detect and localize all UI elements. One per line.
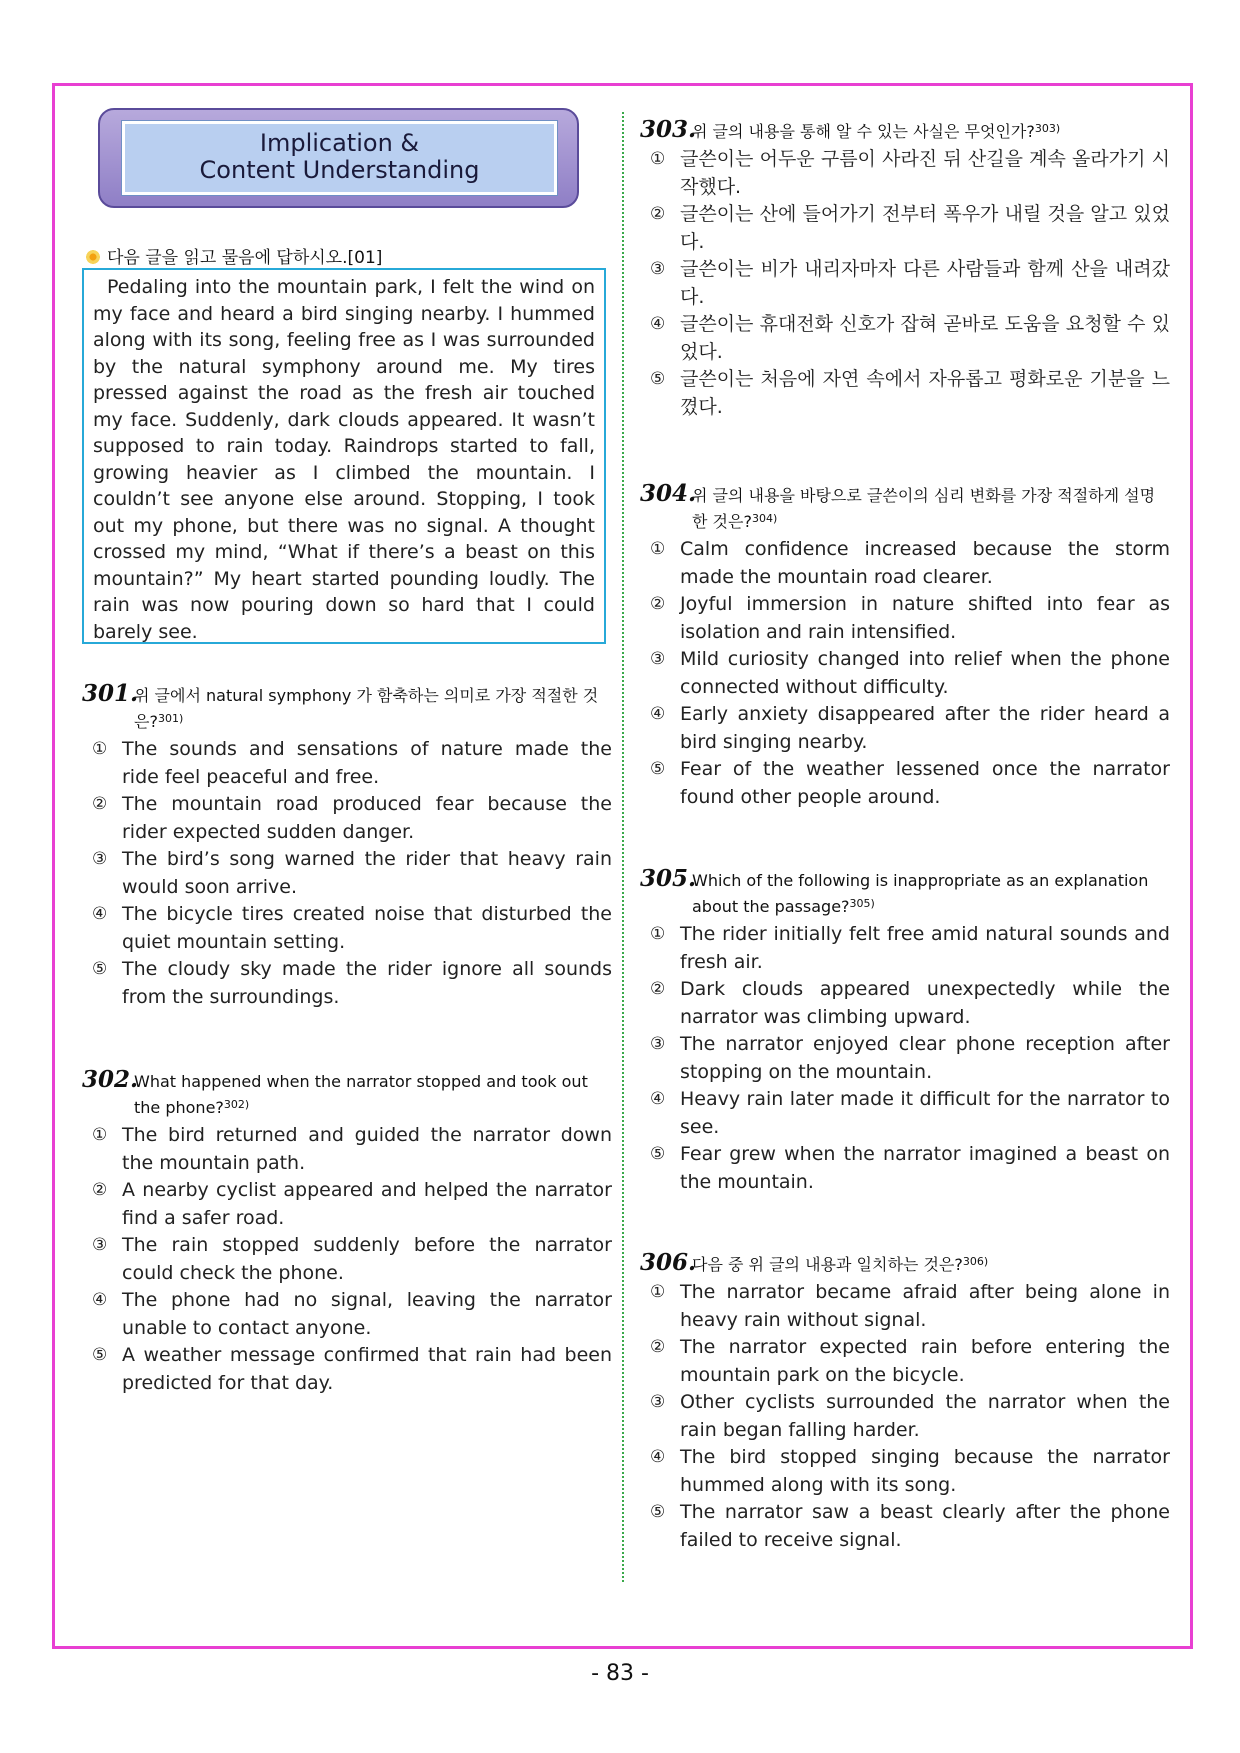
option-2[interactable] xyxy=(640,591,1170,646)
option-text: Heavy rain later made it difficult for the narrator to see. xyxy=(680,1088,1170,1138)
option-text: Fear of the weather lessened once the narrator found other people around. xyxy=(680,758,1170,808)
option-5[interactable] xyxy=(640,366,1170,421)
question-header xyxy=(640,117,1170,143)
option-2[interactable] xyxy=(640,201,1170,256)
option-text: A nearby cyclist appeared and helped the narrator find a safer road. xyxy=(122,1179,612,1229)
reading-passage: Pedaling into the mountain park, I felt the wind on my face and heard a bird singing nearby. I hummed along with its song, feeling free as I was surrounded by the natural symphony around me. My tires pressed against the road as the fresh air touched my face. Suddenly, dark clouds appeared. It wasn’t supposed to rain today. Raindrops started to fall, growing heavier as I climbed the mountain. I couldn’t see anyone else around. Stopping, I took out my phone, but there was no signal. A thought crossed my mind, “What if there’s a beast on this mountain?” My heart started pounding loudly. The rain was now pouring down so hard that I could barely see. xyxy=(82,268,606,644)
option-1[interactable] xyxy=(640,146,1170,201)
option-marker: ③ xyxy=(650,1034,666,1054)
option-marker: ① xyxy=(650,1282,666,1302)
option-text: The narrator enjoyed clear phone reception after stopping on the mountain. xyxy=(680,1033,1170,1083)
option-5[interactable] xyxy=(640,1499,1170,1554)
option-marker: ① xyxy=(92,739,108,759)
question-header xyxy=(640,1250,1170,1276)
option-4[interactable] xyxy=(82,1287,612,1342)
option-text: The narrator became afraid after being alone in heavy rain without signal. xyxy=(680,1281,1170,1331)
option-text: Calm confidence increased because the storm made the mountain road clearer. xyxy=(680,538,1170,588)
option-5[interactable] xyxy=(640,756,1170,811)
option-text: The rider initially felt free amid natural sounds and fresh air. xyxy=(680,923,1170,973)
option-text: The cloudy sky made the rider ignore all sounds from the surroundings. xyxy=(122,958,612,1008)
option-5[interactable] xyxy=(82,1342,612,1397)
question-ref: 304) xyxy=(751,512,778,525)
section-title-line2: Content Understanding xyxy=(199,156,480,184)
option-text: 글쓴이는 처음에 자연 속에서 자유롭고 평화로운 기분을 느꼈다. xyxy=(680,368,1170,418)
option-text: Joyful immersion in nature shifted into fear as isolation and rain intensified. xyxy=(680,593,1170,643)
question-306 xyxy=(640,1250,1170,1554)
option-2[interactable] xyxy=(82,791,612,846)
option-2[interactable] xyxy=(640,976,1170,1031)
option-3[interactable] xyxy=(82,1232,612,1287)
option-marker: ③ xyxy=(650,259,666,279)
question-303 xyxy=(640,117,1170,421)
option-marker: ② xyxy=(650,1337,666,1357)
option-marker: ② xyxy=(650,594,666,614)
option-4[interactable] xyxy=(640,311,1170,366)
option-text: 글쓴이는 휴대전화 신호가 잡혀 곧바로 도움을 요청할 수 있었다. xyxy=(680,313,1170,363)
option-text: The narrator saw a beast clearly after the phone failed to receive signal. xyxy=(680,1501,1170,1551)
option-text: The bird stopped singing because the narrator hummed along with its song. xyxy=(680,1446,1170,1496)
option-marker: ② xyxy=(650,979,666,999)
option-marker: ② xyxy=(92,794,108,814)
question-ref: 305) xyxy=(849,897,875,910)
option-4[interactable] xyxy=(640,1444,1170,1499)
section-title-box xyxy=(122,121,557,195)
flower-icon xyxy=(85,249,101,265)
section-title-line1: Implication & xyxy=(259,129,420,157)
question-prompt: Which of the following is inappropriate as an explanation about the passage? xyxy=(692,871,1149,916)
option-5[interactable] xyxy=(82,956,612,1011)
section-title xyxy=(125,130,554,184)
option-1[interactable] xyxy=(640,1279,1170,1334)
question-prompt: 위 글의 내용을 통해 알 수 있는 사실은 무엇인가? xyxy=(692,122,1035,141)
option-marker: ④ xyxy=(650,314,666,334)
option-marker: ② xyxy=(92,1180,108,1200)
question-number: 305. xyxy=(640,865,697,892)
option-marker: ④ xyxy=(650,1089,666,1109)
option-1[interactable] xyxy=(640,921,1170,976)
instruction xyxy=(85,243,382,268)
option-text: The bird returned and guided the narrator down the mountain path. xyxy=(122,1124,612,1174)
option-text: Early anxiety disappeared after the rider heard a bird singing nearby. xyxy=(680,703,1170,753)
option-text: The bicycle tires created noise that disturbed the quiet mountain setting. xyxy=(122,903,612,953)
question-number: 302. xyxy=(82,1066,139,1093)
option-3[interactable] xyxy=(82,846,612,901)
option-text: Fear grew when the narrator imagined a beast on the mountain. xyxy=(680,1143,1170,1193)
option-list xyxy=(82,736,612,1011)
option-marker: ④ xyxy=(650,704,666,724)
option-text: A weather message confirmed that rain had been predicted for that day. xyxy=(122,1344,612,1394)
question-prompt: What happened when the narrator stopped and took out the phone? xyxy=(134,1072,588,1117)
option-list xyxy=(640,1279,1170,1554)
page-number: - 83 - xyxy=(591,1661,649,1686)
option-marker: ① xyxy=(650,539,666,559)
question-number: 301. xyxy=(82,680,139,707)
question-header xyxy=(640,867,1170,918)
option-marker: ③ xyxy=(92,1235,108,1255)
column-divider xyxy=(622,112,624,1582)
question-ref: 301) xyxy=(157,712,184,725)
option-text: 글쓴이는 어두운 구름이 사라진 뒤 산길을 계속 올라가기 시작했다. xyxy=(680,148,1170,198)
question-prompt: 위 글에서 natural symphony 가 함축하는 의미로 가장 적절한 것은? xyxy=(134,686,599,731)
option-marker: ⑤ xyxy=(650,1502,666,1522)
option-marker: ⑤ xyxy=(650,369,666,389)
option-list xyxy=(640,921,1170,1196)
section-title-banner xyxy=(98,108,579,208)
question-number: 306. xyxy=(640,1249,697,1276)
option-marker: ④ xyxy=(92,904,108,924)
option-4[interactable] xyxy=(82,901,612,956)
option-marker: ① xyxy=(650,924,666,944)
option-marker: ④ xyxy=(92,1290,108,1310)
question-ref: 306) xyxy=(962,1255,989,1268)
option-3[interactable] xyxy=(640,1389,1170,1444)
option-marker: ⑤ xyxy=(650,759,666,779)
question-301 xyxy=(82,682,612,1011)
option-1[interactable] xyxy=(640,536,1170,591)
question-ref: 303) xyxy=(1034,122,1061,135)
option-marker: ⑤ xyxy=(650,1144,666,1164)
question-ref: 302) xyxy=(223,1098,250,1111)
option-marker: ② xyxy=(650,204,666,224)
option-marker: ③ xyxy=(92,849,108,869)
option-list xyxy=(640,536,1170,811)
option-text: Other cyclists surrounded the narrator when the rain began falling harder. xyxy=(680,1391,1170,1441)
option-text: The narrator expected rain before entering the mountain park on the bicycle. xyxy=(680,1336,1170,1386)
option-text: The mountain road produced fear because the rider expected sudden danger. xyxy=(122,793,612,843)
option-marker: ⑤ xyxy=(92,1345,108,1365)
option-1[interactable] xyxy=(82,736,612,791)
option-marker: ① xyxy=(92,1125,108,1145)
option-2[interactable] xyxy=(640,1334,1170,1389)
option-2[interactable] xyxy=(82,1177,612,1232)
option-text: The bird’s song warned the rider that heavy rain would soon arrive. xyxy=(122,848,612,898)
option-list xyxy=(640,146,1170,421)
question-prompt: 위 글의 내용을 바탕으로 글쓴이의 심리 변화를 가장 적절하게 설명한 것은? xyxy=(692,486,1156,531)
question-302 xyxy=(82,1068,612,1397)
option-4[interactable] xyxy=(640,1086,1170,1141)
option-text: 글쓴이는 산에 들어가기 전부터 폭우가 내릴 것을 알고 있었다. xyxy=(680,203,1170,253)
question-number: 304. xyxy=(640,480,697,507)
option-marker: ④ xyxy=(650,1447,666,1467)
question-header xyxy=(82,1068,612,1119)
option-list xyxy=(82,1122,612,1397)
option-3[interactable] xyxy=(640,1031,1170,1086)
option-marker: ③ xyxy=(650,649,666,669)
question-header xyxy=(82,682,612,733)
question-header xyxy=(640,482,1170,533)
option-1[interactable] xyxy=(82,1122,612,1177)
option-3[interactable] xyxy=(640,646,1170,701)
option-4[interactable] xyxy=(640,701,1170,756)
question-305 xyxy=(640,867,1170,1196)
option-text: The sounds and sensations of nature made the ride feel peaceful and free. xyxy=(122,738,612,788)
option-marker: ③ xyxy=(650,1392,666,1412)
option-5[interactable] xyxy=(640,1141,1170,1196)
question-prompt: 다음 중 위 글의 내용과 일치하는 것은? xyxy=(692,1255,963,1274)
option-3[interactable] xyxy=(640,256,1170,311)
option-marker: ⑤ xyxy=(92,959,108,979)
option-text: The phone had no signal, leaving the narrator unable to contact anyone. xyxy=(122,1289,612,1339)
option-text: The rain stopped suddenly before the narrator could check the phone. xyxy=(122,1234,612,1284)
question-304 xyxy=(640,482,1170,811)
option-text: 글쓴이는 비가 내리자마자 다른 사람들과 함께 산을 내려갔다. xyxy=(680,258,1170,308)
option-text: Mild curiosity changed into relief when the phone connected without difficulty. xyxy=(680,648,1170,698)
instruction-text: 다음 글을 읽고 물음에 답하시오.[01] xyxy=(107,248,383,268)
option-marker: ① xyxy=(650,149,666,169)
option-text: Dark clouds appeared unexpectedly while the narrator was climbing upward. xyxy=(680,978,1170,1028)
question-number: 303. xyxy=(640,116,697,143)
